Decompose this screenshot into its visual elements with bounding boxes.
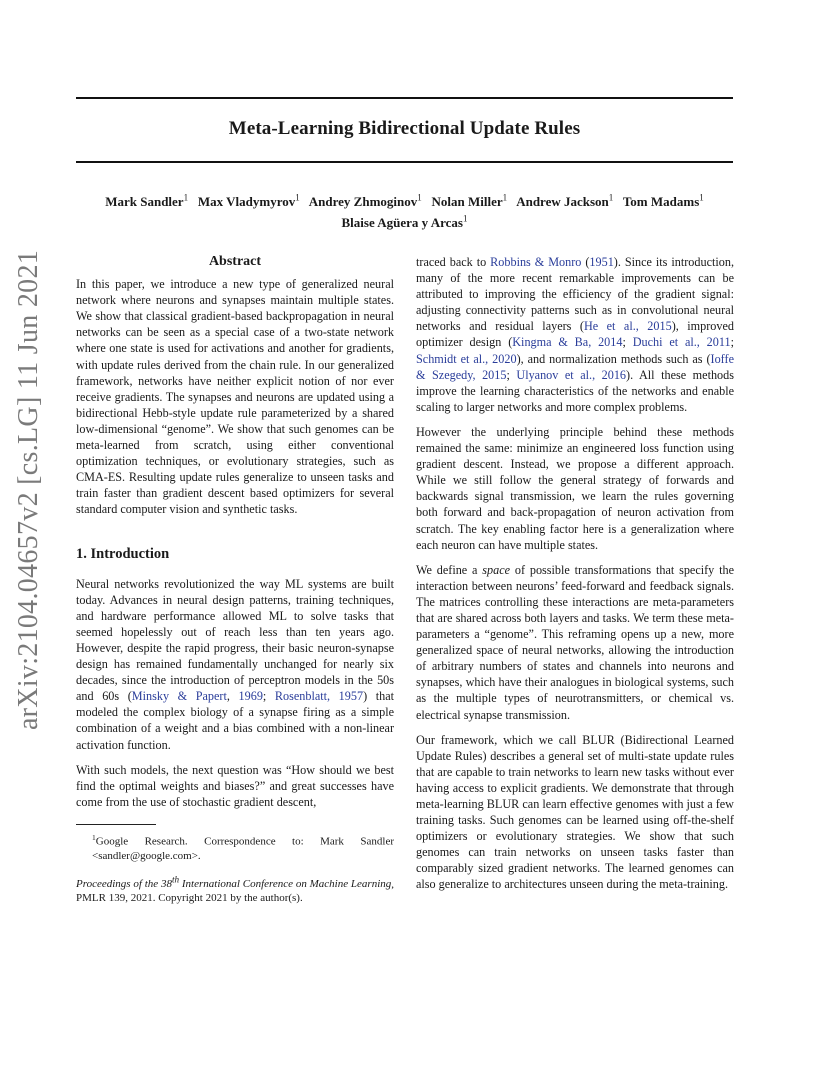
author: Nolan Miller$^1$: [431, 193, 508, 210]
author: Tom Madams$^1$: [622, 193, 704, 210]
right-paragraph-2: However the underlying principle behind these methods remained the same: minimize an engineered loss function using gradient descent. Instead, we propose a different approach. While we still follow the general strategy of forwards and backwards signal transmission, we learn the rules governing both forward and back-propagation of neuron activation from scratch. The key enabling factor here is a generalization where each neuron can have multiple states.: [416, 424, 734, 552]
citation-link[interactable]: 1969: [238, 689, 263, 704]
right-column: [416, 254, 734, 902]
arxiv-sidebar: [8, 249, 50, 731]
arxiv-stamp: arXiv:2104.04657v2 [cs.LG] 11 Jun 2021: [13, 249, 44, 731]
right-paragraph-4: Our framework, which we call BLUR (Bidirectional Learned Update Rules) describes a general set of multi-state update rules that are capable to train networks to learn new tasks without ever having access to explicit gradients. We demonstrate that through meta-learning BLUR can learn effective genomes with just a few training tasks. Such genomes can be learned using off-the-shelf optimizers or evolutionary strategies. We show that such genomes can train networks on unseen tasks faster than comparably sized gradient networks. The learned genomes can also generalize to architectures unseen during the meta-training.: [416, 732, 734, 892]
citation-link[interactable]: Minsky & Papert: [131, 689, 227, 704]
top-rule: [76, 97, 733, 99]
citation-link[interactable]: Rosenblatt, 1957: [274, 689, 364, 704]
citation-link[interactable]: Ulyanov et al., 2016: [516, 367, 627, 382]
citation-link[interactable]: Ioffe & Szegedy, 2015: [416, 351, 734, 382]
citation-link[interactable]: He et al., 2015: [583, 319, 672, 334]
abstract-text: In this paper, we introduce a new type of generalized neural network where neurons and synapses maintain multiple states. We show that classical gradient-based backpropagation in neural networks can be seen as a special case of a two-state network where one state is used for activations and another for gradients, with update rules derived from the chain rule. In our generalized framework, networks have neither explicit notion of nor ever receive gradients. The synapses and neurons are updated using a bidirectional Hebb-style update rule parameterized by a shared low-dimensional “genome”. We show that such genomes can be meta-learned from scratch, using either conventional optimization techniques, or evolutionary strategies, such as CMA-ES. Resulting update rules generalize to unseen tasks and train faster than gradient descent based optimizers for several standard computer vision and synthetic tasks.: [76, 277, 394, 517]
author-list: [76, 190, 733, 231]
author: Andrew Jackson$^1$: [516, 193, 614, 210]
title-bottom-rule: [76, 161, 733, 163]
footnote-rule: [76, 824, 156, 825]
abstract-heading: Abstract: [208, 254, 262, 269]
author-line-1: [76, 190, 733, 210]
author: Mark Sandler$^1$: [105, 193, 189, 210]
intro-paragraph-2: With such models, the next question was “How should we best find the optimal weights and biases?” and great successes have come from the use of stochastic gradient descent,: [76, 762, 394, 809]
author-line-2: [76, 210, 733, 230]
author: Blaise Agüera y Arcas$^1$: [341, 213, 468, 230]
right-paragraph-1: traced back to Robbins & Monro (1951). Since its introduction, many of the more recent remarkable improvements can be attributed to improving the efficiency of the gradient signal: adjusting connectivity patterns such as in convolutional neural networks and residual layers (He et al., 2015), improved optimizer design (Kingma & Ba, 2014; Duchi et al., 2011; Schmidt et al., 2020), and normalization methods such as (Ioffe & Szegedy, 2015; Ulyanov et al., 2016). All these methods improve the learning characteristics of the networks and enable scaling to larger networks and more complex problems.: [416, 255, 734, 414]
citation-link[interactable]: 1951: [589, 255, 614, 269]
proceedings-note: Proceedings of the 38th International Conference on Machine Learning, PMLR 139, 2021. Copyright 2021 by the author(s).: [76, 874, 394, 905]
author: Max Vladymyrov$^1$: [197, 193, 300, 210]
intro-paragraph-1: Neural networks revolutionized the way ML systems are built today. Advances in neural design patterns, training techniques, and hardware performance allowed ML to solve tasks that seemed hopelessly out of reach less than ten years ago. However, despite the rapid progress, their basic neuron-synapse design has remained fundamentally unchanged for nearly six decades, since the introduction of perceptron models in the 50s and 60s (Minsky & Papert, 1969; Rosenblatt, 1957) that modeled the complex biology of a synapse firing as a simple combination of a weight and a bias combined with a non-linear activation function.: [76, 576, 394, 752]
citation-link[interactable]: Schmidt et al., 2020: [416, 351, 517, 366]
citation-link[interactable]: Duchi et al., 2011: [632, 335, 731, 350]
author: Andrey Zhmoginov$^1$: [308, 193, 422, 210]
introduction-heading: 1. Introduction: [76, 545, 170, 562]
citation-link[interactable]: Robbins & Monro: [490, 255, 582, 269]
left-column: [76, 254, 394, 905]
right-paragraph-3: We define a space of possible transformations that specify the interaction between neurons’ feed-forward and feedback signals. The matrices controlling these interactions are meta-parameters that are shared across both layers and tasks. We term these meta-parameters a “genome”. This reframing opens up a new, more generalized space of neural networks, allowing the introduction of arbitrary numbers of states and channels into neurons and synapses, which have their analogues in biological systems, such as the multiple types of neurotransmitters, or chemical vs. electrical synapse transmission.: [416, 562, 734, 722]
footnote: $^1$Google Research. Correspondence to: Mark Sandler <sandler@google.com>.: [92, 832, 394, 862]
citation-link[interactable]: Kingma & Ba, 2014: [512, 335, 623, 350]
paper-title: Meta-Learning Bidirectional Update Rules: [228, 118, 581, 139]
